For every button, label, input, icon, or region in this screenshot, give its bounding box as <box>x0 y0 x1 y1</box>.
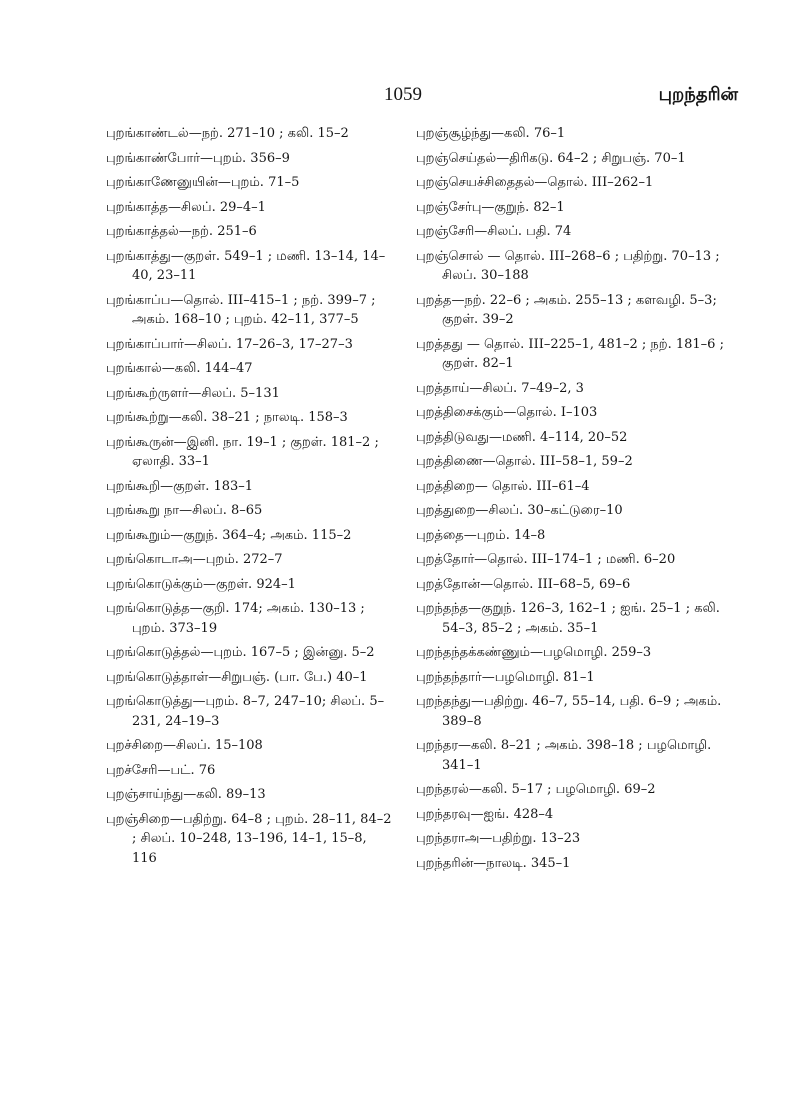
index-entry: புறத்தோன்—தொல். III–68–5, 69–6 <box>416 576 631 592</box>
index-entry: புறத்திசைக்கும்—தொல். I–103 <box>416 405 598 420</box>
index-entry: புறங்கொடுத்தல்—புறம். 167–5 ; இன்னு. 5–2 <box>106 645 375 660</box>
right-column <box>416 124 742 878</box>
index-entry: புறங்கொடாஅ—புறம். 272–7 <box>106 552 283 567</box>
index-entry: புறங்கூருன்—இனி. நா. 19–1 ; குறள். 181–2 ; ஏலாதி. 33–1 <box>106 434 379 469</box>
index-entry: புறந்தந்தார்—பழமொழி. 81–1 <box>416 669 595 685</box>
index-entry: புறந்தரல்—கலி. 5–17 ; பழமொழி. 69–2 <box>416 782 656 797</box>
index-entry: புறத்தோர்—தொல். III–174–1 ; மணி. 6–20 <box>416 552 676 567</box>
index-entry: புறத்திறை— தொல். III–61–4 <box>416 478 590 494</box>
index-entry: புறங்கூறி—குறள். 183–1 <box>106 478 254 494</box>
index-entry: புறங்காத்த—சிலப். 29–4–1 <box>106 199 266 215</box>
index-entry: புறந்தரவு—ஐங். 428–4 <box>416 806 554 822</box>
index-entry: புறத்திணை—தொல். III–58–1, 59–2 <box>416 454 633 469</box>
index-entry: புறங்கொடுத்தாள்—சிறுபஞ். (பா. பே.) 40–1 <box>106 669 368 685</box>
page-number: 1059 <box>384 84 422 105</box>
index-entry: புறந்தந்து—பதிற்று. 46–7, 55–14, பதி. 6–9 ; அகம். 389–8 <box>416 694 722 729</box>
index-entry: புறந்தராஅ—பதிற்று. 13–23 <box>416 831 581 846</box>
index-entry: புறத்தாய்—சிலப். 7–49–2, 3 <box>416 380 584 396</box>
index-entry: புறங்காத்தல்—நற். 251–6 <box>106 224 257 239</box>
index-entry: புறங்கொடுத்து—புறம். 8–7, 247–10; சிலப். 5–231, 24–19–3 <box>106 694 385 729</box>
index-entry: புறங்காண்போர்—புறம். 356–9 <box>106 150 290 166</box>
index-entry: புறச்சிறை—சிலப். 15–108 <box>106 738 263 753</box>
index-entry: புறத்திடுவது—மணி. 4–114, 20–52 <box>416 429 628 445</box>
index-entry: புறஞ்சாய்ந்து—கலி. 89–13 <box>106 787 266 802</box>
index-entry: புறந்தரின்—நாலடி. 345–1 <box>416 855 571 871</box>
index-entry: புறங்காப்பார்—சிலப். 17–26–3, 17–27–3 <box>106 336 353 352</box>
index-entry: புறங்கால்—கலி. 144–47 <box>106 361 253 376</box>
index-entry: புறத்தது — தொல். III–225–1, 481–2 ; நற். 181–6 ; குறள். 82–1 <box>416 336 724 371</box>
index-entry: புறங்கொடுத்த—குறி. 174; அகம். 130–13 ; புறம். 373–19 <box>106 601 365 636</box>
index-entry: புறத்தை—புறம். 14–8 <box>416 527 546 543</box>
index-entry: புறங்கூற்ருளர்—சிலப். 5–131 <box>106 385 280 401</box>
index-entry: புறந்தர—கலி. 8–21 ; அகம். 398–18 ; பழமொழி. 341–1 <box>416 738 712 773</box>
index-entry: புறந்தந்த—குறுந். 126–3, 162–1 ; ஐங். 25–1 ; கலி. 54–3, 85–2 ; அகம். 35–1 <box>416 601 720 636</box>
index-entry: புறஞ்சேரி—சிலப். பதி. 74 <box>416 224 572 239</box>
index-entry: புறஞ்சூழ்ந்து—கலி. 76–1 <box>416 126 566 141</box>
index-entry: புறஞ்செயச்சிதைதல்—தொல். III–262–1 <box>416 175 654 190</box>
running-head: புறந்தரின் <box>658 84 738 105</box>
page-header <box>0 84 800 114</box>
index-entry: புறங்கூற்று—கலி. 38–21 ; நாலடி. 158–3 <box>106 410 348 425</box>
index-entry: புறஞ்சிறை—பதிற்று. 64–8 ; புறம். 28–11, 84–2 ; சிலப். 10–248, 13–196, 14–1, 15–8, 116 <box>106 811 392 866</box>
index-entry: புறங்காண்டல்—நற். 271–10 ; கலி. 15–2 <box>106 126 349 141</box>
index-entry: புறங்காத்து—குறள். 549–1 ; மணி. 13–14, 14–40, 23–11 <box>106 248 386 283</box>
index-entry: புறச்சேரி—பட். 76 <box>106 762 216 778</box>
index-entry: புறங்காணேனுயின்—புறம். 71–5 <box>106 175 300 190</box>
index-entry: புறங்கூறு நா—சிலப். 8–65 <box>106 503 263 518</box>
left-column <box>106 124 392 873</box>
index-entry: புறஞ்செய்தல்—திரிகடு. 64–2 ; சிறுபஞ். 70–1 <box>416 150 686 166</box>
index-entry: புறங்கொடுக்கும்—குறள். 924–1 <box>106 576 296 592</box>
index-entry: புறந்தந்தக்கண்ணும்—பழமொழி. 259–3 <box>416 645 652 660</box>
index-entry: புறத்த—நற். 22–6 ; அகம். 255–13 ; களவழி. 5–3; குறள். 39–2 <box>416 292 717 327</box>
index-entry: புறங்காப்ப—தொல். III–415–1 ; நற். 399–7 ; அகம். 168–10 ; புறம். 42–11, 377–5 <box>106 292 376 327</box>
index-entry: புறஞ்சேர்பு—குறுந். 82–1 <box>416 199 565 215</box>
index-entry: புறஞ்சொல் — தொல். III–268–6 ; பதிற்று. 70–13 ; சிலப். 30–188 <box>416 248 720 283</box>
index-entry: புறங்கூறும்—குறுந். 364–4; அகம். 115–2 <box>106 527 352 543</box>
index-entry: புறத்துறை—சிலப். 30–கட்டுரை–10 <box>416 503 623 518</box>
